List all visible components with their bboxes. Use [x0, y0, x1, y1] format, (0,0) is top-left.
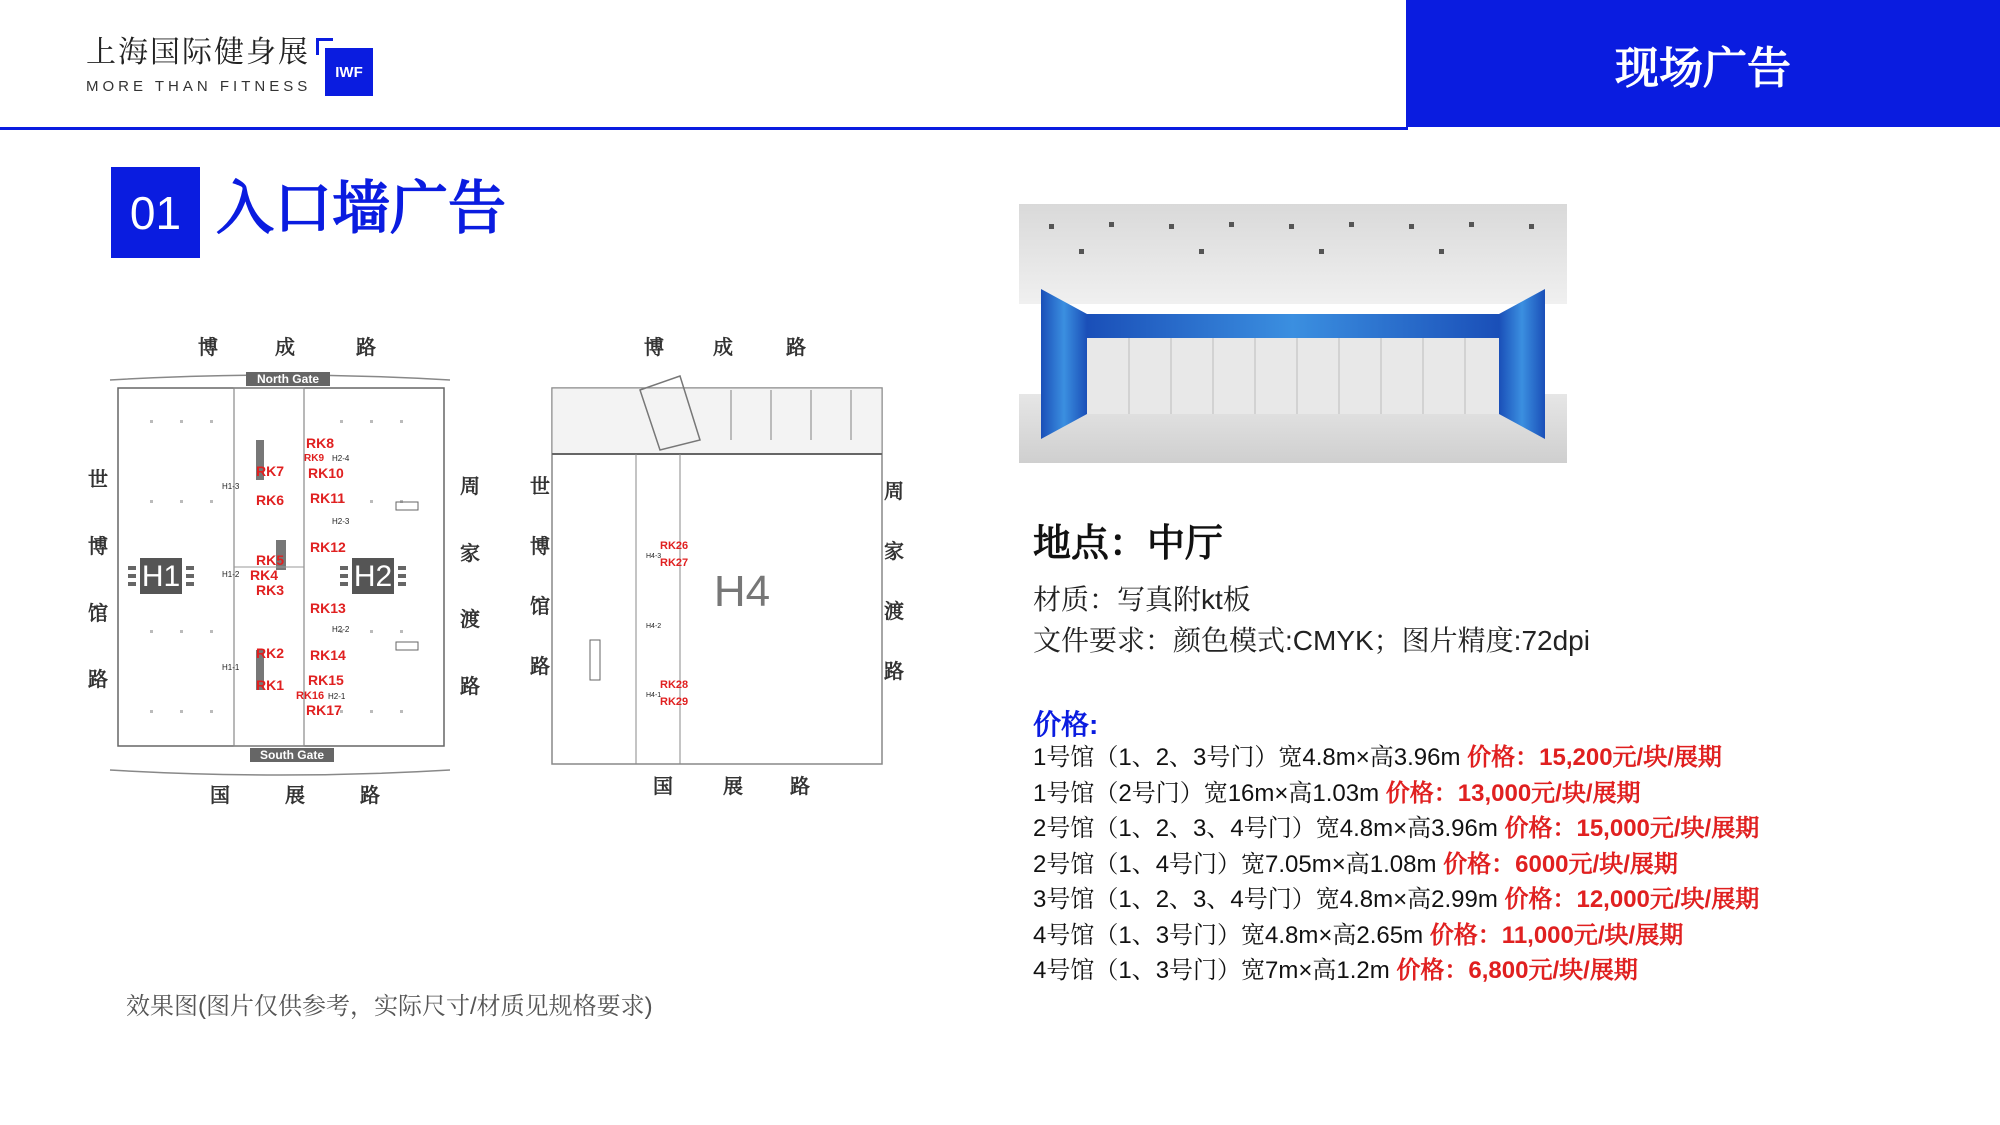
price-value: 价格：6000元/块/展期 [1443, 850, 1678, 878]
price-value: 价格：6,800元/块/展期 [1396, 957, 1638, 984]
price-row [1033, 847, 1759, 883]
price-list [1033, 740, 1759, 989]
rk-marker: RK10 [308, 465, 344, 481]
price-row [1033, 776, 1759, 812]
hall-h1-label: H1 [141, 560, 181, 593]
road-left-char: 博 [530, 534, 550, 558]
location-heading: 地点：中厅 [1033, 523, 1224, 565]
door-label: H2-3 [332, 517, 350, 526]
price-desc: 3号馆（1、2、3、4号门）宽4.8m×高2.99m [1033, 886, 1505, 913]
section-number: 01 [111, 167, 200, 258]
door-label: H1-1 [222, 663, 240, 672]
road-right-char: 路 [884, 659, 904, 683]
rk-marker: RK28 [660, 679, 689, 691]
rk-marker: RK16 [296, 690, 325, 702]
rk-marker: RK26 [660, 540, 689, 552]
road-left-char: 世 [530, 474, 550, 498]
door-label: H4-1 [646, 692, 662, 699]
road-top-char: 博 [644, 335, 664, 359]
north-gate-label: North Gate [256, 372, 320, 386]
brand-tagline: MORE THAN FITNESS [86, 78, 312, 95]
door-label: H4-2 [646, 623, 662, 630]
price-row [1033, 918, 1759, 954]
iwf-logo: IWF [325, 48, 373, 96]
price-desc: 2号馆（1、4号门）宽7.05m×高1.08m [1033, 850, 1444, 878]
road-right-char: 周 [460, 474, 480, 498]
rk-marker: RK3 [256, 582, 285, 598]
brand [86, 38, 311, 95]
rk-marker: RK15 [308, 672, 344, 688]
header-divider [0, 127, 1408, 130]
rk-marker: RK27 [660, 557, 689, 569]
entrance-wall-photo [1019, 204, 1567, 463]
rk-marker: RK14 [310, 647, 346, 663]
door-label: H1-3 [222, 482, 240, 491]
road-left-char: 世 [88, 467, 108, 491]
rk-marker: RK5 [256, 552, 285, 568]
hall-h2-label: H2 [353, 560, 393, 593]
rk-marker: RK8 [306, 435, 335, 451]
road-left-char: 馆 [88, 601, 108, 625]
road-left-char: 路 [88, 667, 108, 691]
door-label: H1-2 [222, 570, 240, 579]
door-label: H2-2 [332, 625, 350, 634]
floor-plan-h4 [530, 330, 910, 810]
road-right-char: 路 [460, 674, 480, 698]
rk-marker: RK13 [310, 600, 346, 616]
road-bottom-char: 国 [653, 774, 673, 798]
rk-marker: RK11 [310, 490, 346, 506]
road-bottom-char: 展 [285, 783, 305, 807]
road-bottom-char: 国 [210, 783, 230, 807]
road-bottom-char: 路 [360, 783, 380, 807]
road-top-char: 路 [786, 335, 806, 359]
road-right-char: 家 [884, 539, 904, 563]
road-right-char: 周 [884, 479, 904, 503]
price-value: 价格：15,000元/块/展期 [1504, 815, 1760, 842]
rk-marker: RK7 [256, 463, 285, 479]
price-desc: 1号馆（2号门）宽16m×高1.03m [1033, 779, 1386, 807]
price-desc: 2号馆（1、2、3、4号门）宽4.8m×高3.96m [1033, 815, 1505, 842]
image-caption: 效果图(图片仅供参考，实际尺寸/材质见规格要求) [126, 993, 653, 1020]
road-left-char: 馆 [530, 594, 550, 618]
floor-plan-h1-h2 [88, 330, 480, 810]
door-label: H2-1 [328, 692, 346, 701]
rk-marker: RK6 [256, 492, 285, 508]
file-requirement-text: 文件要求：颜色模式:CMYK；图片精度:72dpi [1033, 625, 1590, 656]
road-bottom-char: 路 [790, 774, 810, 798]
material-text: 材质：写真附kt板 [1033, 584, 1251, 615]
road-right-char: 渡 [460, 607, 480, 631]
brand-name-cn: 上海国际健身展 [86, 36, 310, 69]
price-heading: 价格: [1033, 709, 1099, 740]
price-value: 价格：12,000元/块/展期 [1504, 886, 1760, 913]
rk-marker: RK9 [304, 453, 325, 464]
price-row [1033, 953, 1759, 989]
price-value: 价格：11,000元/块/展期 [1429, 921, 1684, 949]
price-desc: 1号馆（1、2、3号门）宽4.8m×高3.96m [1033, 744, 1468, 771]
section-title: 入口墙广告 [216, 176, 507, 241]
price-desc: 4号馆（1、3号门）宽7m×高1.2m [1033, 957, 1397, 984]
price-value: 价格：15,200元/块/展期 [1467, 744, 1722, 771]
price-row [1033, 811, 1759, 847]
road-bottom-char: 展 [723, 774, 743, 798]
door-label: H4-3 [646, 553, 662, 560]
rk-marker: RK17 [306, 702, 342, 718]
rk-marker: RK12 [310, 539, 346, 555]
price-desc: 4号馆（1、3号门）宽4.8m×高2.65m [1033, 921, 1430, 949]
rk-marker: RK1 [256, 677, 285, 693]
road-left-char: 博 [88, 534, 108, 558]
rk-marker: RK2 [256, 645, 285, 661]
road-right-char: 家 [460, 541, 480, 565]
rk-marker: RK4 [250, 567, 279, 583]
road-top-char: 博 [198, 335, 218, 359]
hall-h4-label: H4 [713, 567, 771, 616]
page-category-tab: 现场广告 [1406, 0, 2000, 127]
south-gate-label: South Gate [259, 748, 325, 762]
rk-marker: RK29 [660, 696, 689, 708]
road-left-char: 路 [530, 654, 550, 678]
road-top-char: 路 [356, 335, 376, 359]
price-row [1033, 882, 1759, 918]
road-right-char: 渡 [884, 599, 904, 623]
road-top-char: 成 [713, 335, 733, 359]
road-top-char: 成 [275, 335, 295, 359]
door-label: H2-4 [332, 454, 350, 463]
price-row [1033, 740, 1759, 776]
price-value: 价格：13,000元/块/展期 [1385, 779, 1641, 807]
